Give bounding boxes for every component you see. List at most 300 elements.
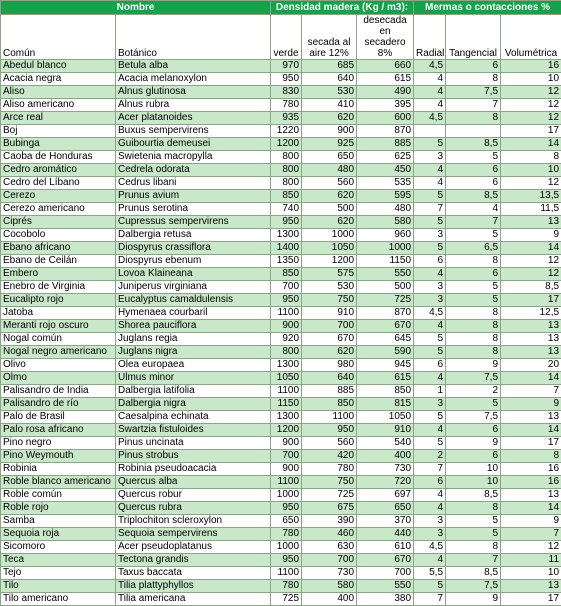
- table-row: [1, 437, 561, 450]
- table-row: [1, 229, 561, 242]
- table-row: [1, 307, 561, 320]
- cell-shrink-volumetric: 14: [501, 502, 561, 515]
- cell-shrink-volumetric: 16: [501, 463, 561, 476]
- cell-density-kiln-dried: 670: [357, 320, 414, 333]
- cell-botanical-name: Tectona grandis: [116, 554, 271, 567]
- cell-botanical-name: Caesalpina echinata: [116, 411, 271, 424]
- cell-density-kiln-dried: 590: [357, 346, 414, 359]
- cell-common-name: Cerezo americano: [1, 203, 116, 216]
- cell-density-green: 1100: [271, 385, 302, 398]
- header-nombre: Nombre: [1, 1, 271, 15]
- cell-common-name: Cedro del Líbano: [1, 177, 116, 190]
- cell-shrink-radial: [414, 125, 446, 138]
- cell-shrink-tangential: 8: [446, 307, 501, 320]
- cell-density-green: 900: [271, 437, 302, 450]
- table-row: [1, 112, 561, 125]
- cell-density-air-dried: 530: [302, 281, 357, 294]
- cell-shrink-radial: 5: [414, 242, 446, 255]
- cell-botanical-name: Alnus glutinosa: [116, 86, 271, 99]
- cell-common-name: Caoba de Honduras: [1, 151, 116, 164]
- cell-common-name: Palo rosa africano: [1, 424, 116, 437]
- cell-common-name: Ébano africano: [1, 242, 116, 255]
- cell-shrink-radial: 6: [414, 255, 446, 268]
- cell-shrink-tangential: 5: [446, 515, 501, 528]
- cell-botanical-name: Taxus baccata: [116, 567, 271, 580]
- cell-botanical-name: Acer platanoides: [116, 112, 271, 125]
- cell-shrink-volumetric: 12: [501, 268, 561, 281]
- cell-density-green: 1200: [271, 424, 302, 437]
- cell-shrink-tangential: 7,5: [446, 372, 501, 385]
- table-row: [1, 580, 561, 593]
- cell-density-air-dried: 620: [302, 346, 357, 359]
- cell-shrink-volumetric: 12,5: [501, 307, 561, 320]
- cell-density-air-dried: 500: [302, 203, 357, 216]
- cell-density-green: 700: [271, 281, 302, 294]
- cell-density-kiln-dried: 615: [357, 73, 414, 86]
- cell-common-name: Ciprés: [1, 216, 116, 229]
- subheader-secada-aire: secada al aire 12%: [302, 15, 357, 60]
- cell-shrink-volumetric: 16: [501, 476, 561, 489]
- cell-density-kiln-dried: 480: [357, 203, 414, 216]
- cell-density-air-dried: 620: [302, 216, 357, 229]
- cell-density-air-dried: 560: [302, 177, 357, 190]
- cell-botanical-name: Quercus robur: [116, 489, 271, 502]
- table-row: [1, 216, 561, 229]
- cell-density-green: 800: [271, 164, 302, 177]
- cell-shrink-volumetric: 11,5: [501, 203, 561, 216]
- cell-density-green: 1400: [271, 242, 302, 255]
- cell-density-kiln-dried: 625: [357, 151, 414, 164]
- cell-common-name: Eucalipto rojo: [1, 294, 116, 307]
- cell-shrink-tangential: 5: [446, 398, 501, 411]
- cell-density-kiln-dried: 550: [357, 580, 414, 593]
- cell-density-green: 950: [271, 502, 302, 515]
- cell-shrink-tangential: 8,5: [446, 190, 501, 203]
- cell-density-green: 970: [271, 60, 302, 73]
- cell-shrink-radial: 3: [414, 398, 446, 411]
- table-row: [1, 359, 561, 372]
- table-row: [1, 177, 561, 190]
- cell-density-kiln-dried: 870: [357, 307, 414, 320]
- cell-density-green: 1300: [271, 411, 302, 424]
- cell-botanical-name: Swartzia fistuloides: [116, 424, 271, 437]
- cell-shrink-volumetric: 12: [501, 177, 561, 190]
- header-row: [1, 1, 561, 15]
- table-row: [1, 346, 561, 359]
- cell-shrink-volumetric: 20: [501, 359, 561, 372]
- cell-shrink-radial: 4: [414, 489, 446, 502]
- cell-density-air-dried: 530: [302, 86, 357, 99]
- cell-shrink-radial: 4: [414, 320, 446, 333]
- cell-density-green: 920: [271, 333, 302, 346]
- table-row: [1, 190, 561, 203]
- cell-shrink-tangential: 8: [446, 255, 501, 268]
- cell-common-name: Bubinga: [1, 138, 116, 151]
- cell-density-air-dried: 700: [302, 320, 357, 333]
- cell-common-name: Sequoia roja: [1, 528, 116, 541]
- cell-botanical-name: Triplochiton scleroxylon: [116, 515, 271, 528]
- cell-density-air-dried: 480: [302, 164, 357, 177]
- table-row: [1, 463, 561, 476]
- cell-common-name: Roble rojo: [1, 502, 116, 515]
- cell-common-name: Meranti rojo oscuro: [1, 320, 116, 333]
- cell-shrink-volumetric: 17: [501, 294, 561, 307]
- cell-density-green: 780: [271, 99, 302, 112]
- cell-density-kiln-dried: 945: [357, 359, 414, 372]
- subheader-row: [1, 15, 561, 60]
- cell-density-green: 900: [271, 320, 302, 333]
- cell-botanical-name: Cedrus libani: [116, 177, 271, 190]
- cell-density-green: 1100: [271, 307, 302, 320]
- cell-density-green: 1100: [271, 476, 302, 489]
- cell-shrink-volumetric: 14: [501, 138, 561, 151]
- cell-shrink-volumetric: 17: [501, 437, 561, 450]
- cell-density-kiln-dried: 595: [357, 190, 414, 203]
- cell-shrink-tangential: 9: [446, 437, 501, 450]
- cell-density-green: 1150: [271, 398, 302, 411]
- cell-botanical-name: Betula alba: [116, 60, 271, 73]
- cell-shrink-tangential: 6: [446, 268, 501, 281]
- cell-shrink-tangential: 8: [446, 541, 501, 554]
- cell-density-kiln-dried: 400: [357, 450, 414, 463]
- cell-common-name: Cocobolo: [1, 229, 116, 242]
- cell-common-name: Teca: [1, 554, 116, 567]
- cell-shrink-volumetric: 13: [501, 489, 561, 502]
- cell-density-kiln-dried: 700: [357, 567, 414, 580]
- cell-density-kiln-dried: 440: [357, 528, 414, 541]
- table-row: [1, 138, 561, 151]
- cell-density-kiln-dried: 660: [357, 60, 414, 73]
- cell-common-name: Tilo: [1, 580, 116, 593]
- cell-shrink-tangential: 7: [446, 216, 501, 229]
- cell-density-kiln-dried: 870: [357, 125, 414, 138]
- cell-density-air-dried: 410: [302, 99, 357, 112]
- cell-density-air-dried: 675: [302, 502, 357, 515]
- cell-density-green: 780: [271, 528, 302, 541]
- cell-botanical-name: Sequoia sempervirens: [116, 528, 271, 541]
- cell-density-green: 780: [271, 580, 302, 593]
- cell-density-air-dried: 580: [302, 580, 357, 593]
- cell-shrink-radial: 4: [414, 372, 446, 385]
- cell-shrink-volumetric: 8: [501, 450, 561, 463]
- table-row: [1, 320, 561, 333]
- cell-density-kiln-dried: 815: [357, 398, 414, 411]
- cell-shrink-tangential: 6: [446, 60, 501, 73]
- cell-shrink-volumetric: 14: [501, 424, 561, 437]
- cell-density-air-dried: 460: [302, 528, 357, 541]
- cell-density-air-dried: 400: [302, 593, 357, 606]
- cell-shrink-radial: 4: [414, 164, 446, 177]
- cell-density-kiln-dried: 610: [357, 541, 414, 554]
- table-row: [1, 60, 561, 73]
- cell-common-name: Nogal negro americano: [1, 346, 116, 359]
- cell-shrink-radial: 3: [414, 281, 446, 294]
- cell-density-kiln-dried: 535: [357, 177, 414, 190]
- cell-shrink-radial: 4: [414, 86, 446, 99]
- cell-density-green: 700: [271, 450, 302, 463]
- cell-shrink-volumetric: 16: [501, 60, 561, 73]
- table-row: [1, 476, 561, 489]
- cell-botanical-name: Pinus uncinata: [116, 437, 271, 450]
- cell-botanical-name: Ulmus minor: [116, 372, 271, 385]
- cell-density-green: 800: [271, 177, 302, 190]
- cell-density-air-dried: 420: [302, 450, 357, 463]
- cell-common-name: Arce real: [1, 112, 116, 125]
- cell-density-kiln-dried: 380: [357, 593, 414, 606]
- cell-common-name: Pino Weymouth: [1, 450, 116, 463]
- cell-density-green: 900: [271, 463, 302, 476]
- cell-density-air-dried: 630: [302, 541, 357, 554]
- cell-botanical-name: Pinus strobus: [116, 450, 271, 463]
- cell-density-green: 800: [271, 151, 302, 164]
- cell-density-kiln-dried: 650: [357, 502, 414, 515]
- cell-common-name: Palisandro de río: [1, 398, 116, 411]
- cell-shrink-tangential: 5: [446, 528, 501, 541]
- cell-botanical-name: Acacia melanoxylon: [116, 73, 271, 86]
- cell-shrink-radial: 5: [414, 190, 446, 203]
- cell-common-name: Pino negro: [1, 437, 116, 450]
- cell-density-green: 950: [271, 73, 302, 86]
- cell-density-air-dried: 750: [302, 476, 357, 489]
- cell-shrink-volumetric: 10: [501, 164, 561, 177]
- cell-density-kiln-dried: 615: [357, 372, 414, 385]
- cell-common-name: Ébano de Ceilán: [1, 255, 116, 268]
- cell-density-green: 1350: [271, 255, 302, 268]
- cell-density-kiln-dried: 697: [357, 489, 414, 502]
- cell-shrink-volumetric: 14: [501, 242, 561, 255]
- cell-shrink-radial: 5: [414, 138, 446, 151]
- cell-shrink-tangential: 4: [446, 203, 501, 216]
- cell-density-air-dried: 980: [302, 359, 357, 372]
- cell-shrink-volumetric: 12: [501, 112, 561, 125]
- cell-density-green: 950: [271, 294, 302, 307]
- cell-common-name: Embero: [1, 268, 116, 281]
- cell-botanical-name: Swietenia macropylla: [116, 151, 271, 164]
- cell-density-air-dried: 850: [302, 398, 357, 411]
- cell-shrink-tangential: 10: [446, 463, 501, 476]
- cell-shrink-tangential: 6: [446, 424, 501, 437]
- cell-shrink-tangential: 8,5: [446, 138, 501, 151]
- cell-botanical-name: Diospyrus ebenum: [116, 255, 271, 268]
- cell-shrink-tangential: 6,5: [446, 242, 501, 255]
- cell-shrink-radial: 3: [414, 151, 446, 164]
- cell-botanical-name: Lovoa Klaineana: [116, 268, 271, 281]
- cell-botanical-name: Juniperus virginiana: [116, 281, 271, 294]
- cell-common-name: Palo de Brasil: [1, 411, 116, 424]
- cell-shrink-volumetric: 10: [501, 567, 561, 580]
- table-row: [1, 99, 561, 112]
- cell-density-air-dried: 390: [302, 515, 357, 528]
- cell-botanical-name: Dalbergia nigra: [116, 398, 271, 411]
- cell-density-kiln-dried: 960: [357, 229, 414, 242]
- cell-botanical-name: Juglans regia: [116, 333, 271, 346]
- cell-botanical-name: Buxus sempervirens: [116, 125, 271, 138]
- cell-density-air-dried: 620: [302, 190, 357, 203]
- cell-shrink-tangential: 10: [446, 476, 501, 489]
- cell-density-green: 830: [271, 86, 302, 99]
- table-row: [1, 242, 561, 255]
- cell-common-name: Roble común: [1, 489, 116, 502]
- cell-botanical-name: Hymenaea courbaril: [116, 307, 271, 320]
- cell-density-air-dried: 700: [302, 554, 357, 567]
- cell-shrink-volumetric: 13: [501, 216, 561, 229]
- cell-botanical-name: Quercus rubra: [116, 502, 271, 515]
- cell-shrink-radial: 7: [414, 593, 446, 606]
- cell-shrink-tangential: 9: [446, 593, 501, 606]
- cell-botanical-name: Guibourtia demeusei: [116, 138, 271, 151]
- cell-density-air-dried: 730: [302, 567, 357, 580]
- cell-density-kiln-dried: 1150: [357, 255, 414, 268]
- cell-shrink-radial: 4: [414, 424, 446, 437]
- cell-density-air-dried: 560: [302, 437, 357, 450]
- cell-density-kiln-dried: 550: [357, 268, 414, 281]
- cell-shrink-radial: 7: [414, 203, 446, 216]
- cell-shrink-tangential: 5: [446, 229, 501, 242]
- cell-common-name: Nogal común: [1, 333, 116, 346]
- cell-density-air-dried: 650: [302, 151, 357, 164]
- table-row: [1, 164, 561, 177]
- cell-shrink-volumetric: 13: [501, 320, 561, 333]
- cell-shrink-radial: 4: [414, 177, 446, 190]
- cell-common-name: Tejo: [1, 567, 116, 580]
- subheader-radial: Radial: [414, 15, 446, 60]
- cell-shrink-tangential: 6: [446, 450, 501, 463]
- cell-shrink-tangential: 6: [446, 164, 501, 177]
- cell-shrink-radial: 4: [414, 268, 446, 281]
- cell-common-name: Palisandro de India: [1, 385, 116, 398]
- cell-shrink-radial: 5: [414, 437, 446, 450]
- cell-shrink-volumetric: 17: [501, 125, 561, 138]
- cell-common-name: Boj: [1, 125, 116, 138]
- cell-shrink-tangential: 9: [446, 359, 501, 372]
- table-row: [1, 528, 561, 541]
- table-row: [1, 554, 561, 567]
- table-row: [1, 125, 561, 138]
- cell-density-kiln-dried: 730: [357, 463, 414, 476]
- cell-density-kiln-dried: 910: [357, 424, 414, 437]
- cell-shrink-tangential: 8: [446, 346, 501, 359]
- table-row: [1, 411, 561, 424]
- cell-shrink-radial: 4,5: [414, 541, 446, 554]
- cell-shrink-volumetric: 12: [501, 99, 561, 112]
- cell-shrink-volumetric: 13,5: [501, 190, 561, 203]
- cell-shrink-volumetric: 13: [501, 333, 561, 346]
- cell-shrink-volumetric: 12: [501, 86, 561, 99]
- cell-botanical-name: Dalbergia latifolia: [116, 385, 271, 398]
- cell-density-air-dried: 685: [302, 60, 357, 73]
- cell-common-name: Olivo: [1, 359, 116, 372]
- cell-density-kiln-dried: 885: [357, 138, 414, 151]
- header-densidad: Densidad madera (Kg / m3):: [271, 1, 414, 15]
- cell-density-kiln-dried: 395: [357, 99, 414, 112]
- cell-density-air-dried: 1050: [302, 242, 357, 255]
- cell-botanical-name: Alnus rubra: [116, 99, 271, 112]
- cell-density-kiln-dried: 370: [357, 515, 414, 528]
- cell-botanical-name: Tilia plattyphyllos: [116, 580, 271, 593]
- cell-shrink-tangential: 5: [446, 294, 501, 307]
- cell-shrink-radial: 5: [414, 333, 446, 346]
- subheader-verde: verde: [271, 15, 302, 60]
- cell-common-name: Cerezo: [1, 190, 116, 203]
- cell-density-air-dried: 885: [302, 385, 357, 398]
- table-row: [1, 567, 561, 580]
- table-row: [1, 255, 561, 268]
- cell-density-air-dried: 1100: [302, 411, 357, 424]
- cell-density-green: 1300: [271, 359, 302, 372]
- cell-shrink-tangential: 6: [446, 177, 501, 190]
- cell-shrink-radial: 7: [414, 463, 446, 476]
- cell-shrink-volumetric: 9: [501, 515, 561, 528]
- cell-shrink-radial: 3: [414, 515, 446, 528]
- cell-density-air-dried: 620: [302, 112, 357, 125]
- cell-shrink-radial: 3: [414, 229, 446, 242]
- cell-density-kiln-dried: 850: [357, 385, 414, 398]
- cell-common-name: Jatoba: [1, 307, 116, 320]
- table-row: [1, 268, 561, 281]
- cell-common-name: Abedul blanco: [1, 60, 116, 73]
- cell-shrink-radial: 5: [414, 411, 446, 424]
- cell-density-kiln-dried: 580: [357, 216, 414, 229]
- cell-shrink-volumetric: 7: [501, 385, 561, 398]
- cell-shrink-volumetric: 7: [501, 528, 561, 541]
- cell-botanical-name: Tilia americana: [116, 593, 271, 606]
- table-row: [1, 294, 561, 307]
- subheader-comun: Común: [1, 15, 116, 60]
- table-row: [1, 424, 561, 437]
- cell-shrink-radial: 2: [414, 450, 446, 463]
- cell-botanical-name: Prunus avium: [116, 190, 271, 203]
- cell-common-name: Aliso americano: [1, 99, 116, 112]
- cell-shrink-volumetric: 13: [501, 580, 561, 593]
- cell-shrink-volumetric: 17: [501, 593, 561, 606]
- cell-density-green: 1000: [271, 541, 302, 554]
- cell-botanical-name: Eucalyptus camaldulensis: [116, 294, 271, 307]
- cell-density-green: 1300: [271, 229, 302, 242]
- table-row: [1, 333, 561, 346]
- cell-density-air-dried: 640: [302, 73, 357, 86]
- cell-shrink-radial: 4,5: [414, 307, 446, 320]
- cell-shrink-radial: 5: [414, 580, 446, 593]
- cell-density-green: 1200: [271, 138, 302, 151]
- cell-density-green: 1000: [271, 489, 302, 502]
- table-row: [1, 450, 561, 463]
- cell-shrink-radial: 3: [414, 528, 446, 541]
- table-row: [1, 398, 561, 411]
- cell-botanical-name: Robinia pseudoacacia: [116, 463, 271, 476]
- cell-common-name: Tilo americano: [1, 593, 116, 606]
- cell-shrink-tangential: 7,5: [446, 580, 501, 593]
- cell-density-air-dried: 725: [302, 489, 357, 502]
- cell-shrink-volumetric: 8: [501, 151, 561, 164]
- cell-botanical-name: Olea europaea: [116, 359, 271, 372]
- table-row: [1, 502, 561, 515]
- table-row: [1, 151, 561, 164]
- cell-shrink-volumetric: 11: [501, 554, 561, 567]
- cell-shrink-volumetric: 13: [501, 411, 561, 424]
- cell-shrink-radial: 4,5: [414, 60, 446, 73]
- table-row: [1, 281, 561, 294]
- table-row: [1, 541, 561, 554]
- cell-density-green: 1220: [271, 125, 302, 138]
- cell-density-air-dried: 780: [302, 463, 357, 476]
- cell-shrink-tangential: 8: [446, 333, 501, 346]
- table-row: [1, 593, 561, 606]
- table-row: [1, 515, 561, 528]
- cell-density-kiln-dried: 600: [357, 112, 414, 125]
- cell-shrink-radial: 6: [414, 359, 446, 372]
- header-mermas: Mermas o contacciones %: [414, 1, 561, 15]
- cell-density-air-dried: 1000: [302, 229, 357, 242]
